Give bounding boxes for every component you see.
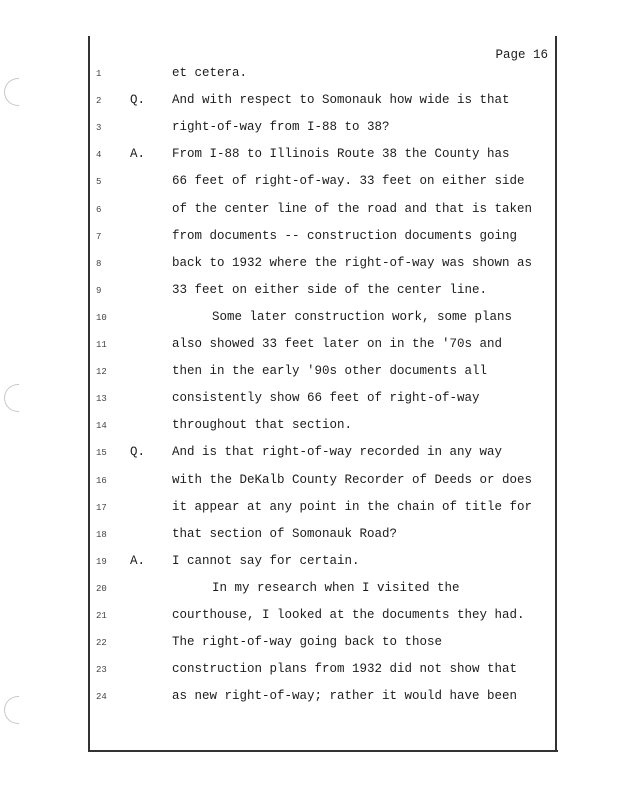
line-number: 7 <box>96 231 102 242</box>
line-text: I cannot say for certain. <box>172 553 360 568</box>
line-text: Some later construction work, some plans <box>212 309 513 324</box>
line-text: And with respect to Somonauk how wide is that <box>172 93 510 108</box>
bottom-rule <box>88 750 558 752</box>
line-number: 8 <box>96 258 102 269</box>
transcript-line <box>0 283 618 303</box>
speaker-label: A. <box>130 553 146 568</box>
transcript-line <box>0 202 618 222</box>
line-number: 1 <box>96 69 102 79</box>
transcript-line <box>0 364 618 384</box>
transcript-line <box>0 473 618 493</box>
transcript-line <box>0 120 618 140</box>
line-number: 10 <box>96 312 107 323</box>
line-number: 2 <box>96 96 102 107</box>
line-number: 16 <box>96 475 107 486</box>
line-number: 3 <box>96 123 102 134</box>
transcript-line <box>0 256 618 276</box>
line-number: 24 <box>96 692 107 703</box>
line-text: The right-of-way going back to those <box>172 635 443 650</box>
transcript-line <box>0 229 618 249</box>
line-number: 18 <box>96 529 107 540</box>
transcript-line <box>0 337 618 357</box>
line-text: also showed 33 feet later on in the '70s and <box>172 337 503 351</box>
line-number: 11 <box>96 340 107 350</box>
transcript-line <box>0 689 618 709</box>
line-text: back to 1932 where the right-of-way was shown as <box>172 255 533 270</box>
line-text: From I-88 to Illinois Route 38 the County has <box>172 147 510 162</box>
transcript-line <box>0 500 618 520</box>
transcript-line <box>0 662 618 682</box>
transcript-line <box>0 635 618 655</box>
transcript-line <box>0 445 618 465</box>
transcript-line <box>0 527 618 547</box>
line-text: 33 feet on either side of the center line. <box>172 282 488 297</box>
line-number: 6 <box>96 204 102 215</box>
line-number: 20 <box>96 583 107 594</box>
line-number: 19 <box>96 556 107 567</box>
transcript-line <box>0 581 618 601</box>
speaker-label: Q. <box>130 445 146 460</box>
line-number: 9 <box>96 285 102 296</box>
line-text: that section of Somonauk Road? <box>172 526 398 541</box>
line-text: it appear at any point in the chain of title for <box>172 499 533 514</box>
speaker-label: Q. <box>130 93 146 108</box>
transcript-line <box>0 174 618 194</box>
line-text: with the DeKalb County Recorder of Deeds or does <box>172 472 533 487</box>
page-number: Page 16 <box>495 48 548 62</box>
line-text: et cetera. <box>172 66 248 80</box>
line-text: as new right-of-way; rather it would have been <box>172 689 518 704</box>
transcript-line <box>0 147 618 167</box>
transcript-line <box>0 93 618 113</box>
line-text: from documents -- construction documents going <box>172 228 518 243</box>
line-text: In my research when I visited the <box>212 580 460 595</box>
transcript-line <box>0 554 618 574</box>
line-number: 5 <box>96 177 102 188</box>
line-number: 12 <box>96 367 107 378</box>
line-text: right-of-way from I-88 to 38? <box>172 120 390 135</box>
line-text: construction plans from 1932 did not show that <box>172 662 518 677</box>
line-text: then in the early '90s other documents all <box>172 364 488 379</box>
speaker-label: A. <box>130 147 146 162</box>
transcript-line <box>0 608 618 628</box>
line-number: 15 <box>96 448 107 459</box>
line-number: 13 <box>96 394 107 405</box>
transcript-line <box>0 391 618 411</box>
line-number: 21 <box>96 611 107 621</box>
line-text: of the center line of the road and that is taken <box>172 201 533 216</box>
transcript-line <box>0 66 618 86</box>
line-number: 4 <box>96 150 102 161</box>
line-number: 23 <box>96 665 107 676</box>
line-text: And is that right-of-way recorded in any way <box>172 445 503 460</box>
line-text: consistently show 66 feet of right-of-way <box>172 391 480 406</box>
line-text: courthouse, I looked at the documents they had. <box>172 608 525 622</box>
transcript-line <box>0 418 618 438</box>
line-number: 17 <box>96 502 107 513</box>
line-number: 22 <box>96 638 107 649</box>
transcript-line <box>0 310 618 330</box>
line-text: 66 feet of right-of-way. 33 feet on either side <box>172 174 525 189</box>
line-number: 14 <box>96 421 107 432</box>
line-text: throughout that section. <box>172 418 353 433</box>
